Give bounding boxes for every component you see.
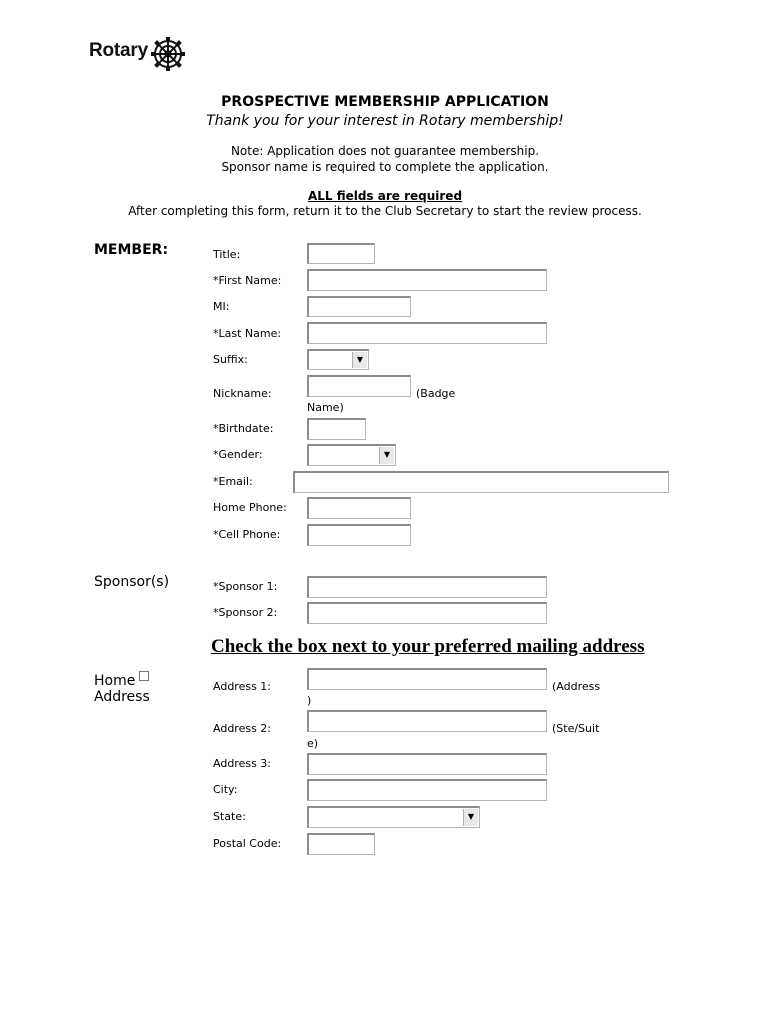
first-name-input[interactable] xyxy=(307,269,547,291)
title-label: Title: xyxy=(213,248,241,261)
city-input[interactable] xyxy=(307,779,547,801)
home-phone-label: Home Phone: xyxy=(213,501,287,514)
sponsor1-input[interactable] xyxy=(307,576,547,598)
home-address-heading-cont: Address xyxy=(94,689,150,705)
email-label: *Email: xyxy=(213,475,253,488)
last-name-label: *Last Name: xyxy=(213,327,282,340)
mi-input[interactable] xyxy=(307,296,411,317)
chevron-down-icon: ▼ xyxy=(463,809,478,826)
home-address-checkbox[interactable] xyxy=(139,671,149,681)
title-input[interactable] xyxy=(307,243,375,264)
address2-input[interactable] xyxy=(307,710,547,732)
home-address-heading: Home xyxy=(94,673,136,689)
suffix-select[interactable] xyxy=(307,349,369,370)
nickname-label: Nickname: xyxy=(213,387,272,400)
cell-phone-label: *Cell Phone: xyxy=(213,528,281,541)
city-label: City: xyxy=(213,783,238,796)
mailing-heading: Check the box next to your preferred mailing address xyxy=(211,636,645,657)
birthdate-input[interactable] xyxy=(307,418,366,440)
note-line-1: Note: Application does not guarantee membership. xyxy=(230,144,540,158)
chevron-down-icon: ▼ xyxy=(379,447,394,464)
sponsor2-label: *Sponsor 2: xyxy=(213,606,278,619)
address2-note-cont: e) xyxy=(307,737,319,750)
address1-note-cont: ) xyxy=(307,694,312,707)
rotary-wheel-icon xyxy=(150,36,186,72)
page-title: PROSPECTIVE MEMBERSHIP APPLICATION xyxy=(221,94,549,110)
address1-input[interactable] xyxy=(307,668,547,690)
cell-phone-input[interactable] xyxy=(307,524,411,546)
address1-note: (Address xyxy=(552,680,601,693)
required-notice: ALL fields are required xyxy=(307,189,463,203)
suffix-label: Suffix: xyxy=(213,353,248,366)
address2-note: (Ste/Suit xyxy=(552,722,600,735)
email-input[interactable] xyxy=(293,471,669,493)
gender-label: *Gender: xyxy=(213,448,263,461)
nickname-note-cont: Name) xyxy=(307,401,344,414)
chevron-down-icon: ▼ xyxy=(352,352,367,368)
address2-label: Address 2: xyxy=(213,722,272,735)
instructions: After completing this form, return it to the Club Secretary to start the review process. xyxy=(128,204,642,218)
postal-code-input[interactable] xyxy=(307,833,375,855)
page-subtitle: Thank you for your interest in Rotary membership! xyxy=(206,113,564,129)
birthdate-label: *Birthdate: xyxy=(213,422,274,435)
sponsors-heading: Sponsor(s) xyxy=(94,574,170,590)
note-line-2: Sponsor name is required to complete the application. xyxy=(221,160,549,174)
gender-select[interactable] xyxy=(307,444,396,466)
rotary-logo-text: Rotary xyxy=(89,40,148,61)
address3-label: Address 3: xyxy=(213,757,272,770)
last-name-input[interactable] xyxy=(307,322,547,344)
state-label: State: xyxy=(213,810,246,823)
mi-label: MI: xyxy=(213,300,230,313)
member-heading: MEMBER: xyxy=(94,242,169,258)
nickname-input[interactable] xyxy=(307,375,411,397)
home-phone-input[interactable] xyxy=(307,497,411,519)
postal-code-label: Postal Code: xyxy=(213,837,282,850)
address1-label: Address 1: xyxy=(213,680,272,693)
state-select[interactable] xyxy=(307,806,480,828)
nickname-note: (Badge xyxy=(416,387,456,400)
sponsor2-input[interactable] xyxy=(307,602,547,624)
first-name-label: *First Name: xyxy=(213,274,282,287)
address3-input[interactable] xyxy=(307,753,547,775)
sponsor1-label: *Sponsor 1: xyxy=(213,580,278,593)
